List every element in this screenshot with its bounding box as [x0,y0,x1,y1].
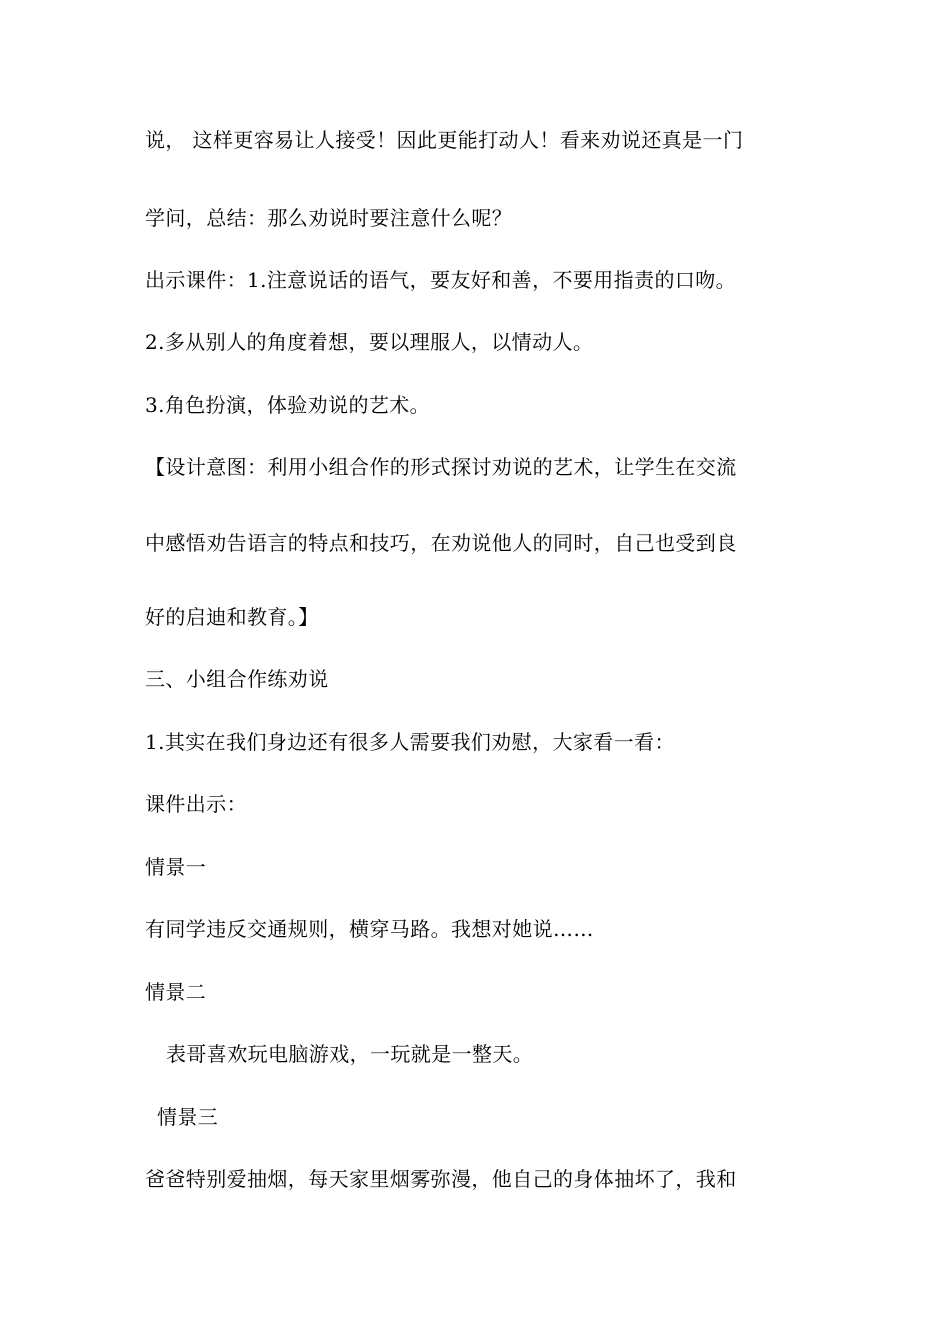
scenario-heading: 情景三 [157,1105,219,1129]
paragraph-line: 说， 这样更容易让人接受！因此更能打动人！看来劝说还真是一门 [145,128,744,152]
paragraph-line: 课件出示： [145,792,247,816]
section-heading: 三、小组合作练劝说 [145,667,329,691]
paragraph-line: 出示课件：1.注意说话的语气，要友好和善，不要用指责的口吻。 [145,268,737,292]
scenario-text: 爸爸特别爱抽烟，每天家里烟雾弥漫，他自己的身体抽坏了，我和 [145,1167,737,1191]
design-intent-line: 好的启迪和教育。】 [145,605,319,629]
scenario-heading: 情景一 [145,855,207,879]
design-intent-line: 【设计意图：利用小组合作的形式探讨劝说的艺术，让学生在交流 [145,455,737,479]
scenario-text: 有同学违反交通规则，横穿马路。我想对她说…… [145,917,594,941]
design-intent-line: 中感悟劝告语言的特点和技巧，在劝说他人的同时，自己也受到良 [145,531,737,555]
paragraph-line: 2.多从别人的角度着想，要以理服人，以情动人。 [145,330,594,354]
paragraph-line: 3.角色扮演，体验劝说的艺术。 [145,393,431,417]
scenario-text: 表哥喜欢玩电脑游戏，一玩就是一整天。 [166,1042,534,1066]
paragraph-line: 1.其实在我们身边还有很多人需要我们劝慰，大家看一看： [145,730,675,754]
scenario-heading: 情景二 [145,980,207,1004]
paragraph-line: 学问，总结：那么劝说时要注意什么呢？ [145,206,513,230]
